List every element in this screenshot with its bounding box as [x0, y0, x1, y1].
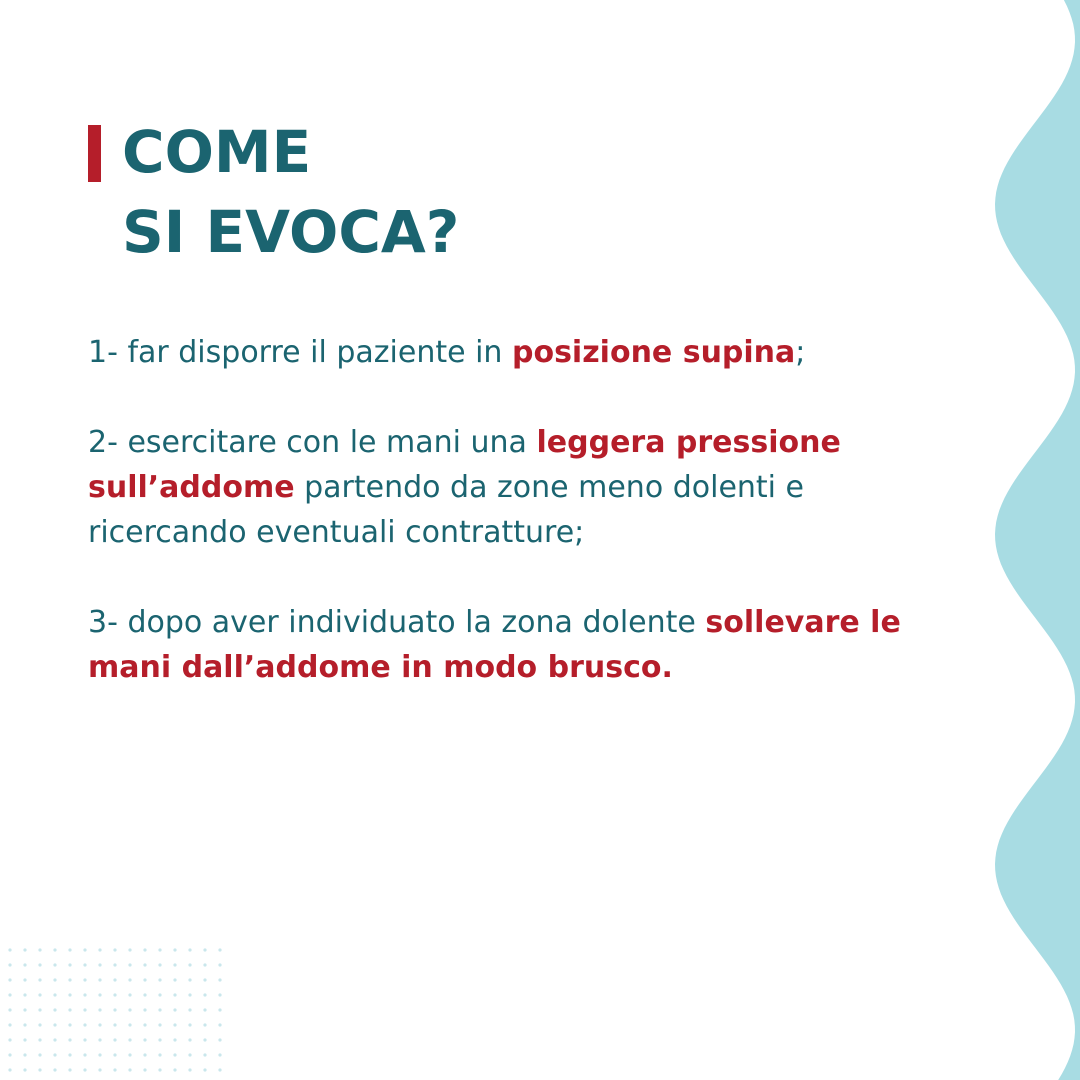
step-2 [88, 420, 948, 555]
decorative-dot [53, 1053, 56, 1056]
decorative-dot [203, 1053, 206, 1056]
decorative-dot [38, 1053, 41, 1056]
decorative-dot [143, 1008, 146, 1011]
step-1-highlight: posizione supina [511, 335, 796, 370]
decorative-dot [218, 1068, 221, 1071]
decorative-dot [128, 1068, 131, 1071]
decorative-dot [98, 1038, 101, 1041]
title-accent-bar [88, 125, 101, 182]
decorative-dot [8, 1008, 11, 1011]
decorative-dot [53, 1038, 56, 1041]
decorative-dot [143, 948, 146, 951]
decorative-dot [203, 1008, 206, 1011]
decorative-dot [23, 948, 26, 951]
decorative-dot [128, 963, 131, 966]
decorative-dot [143, 1068, 146, 1071]
decorative-dot [98, 993, 101, 996]
decorative-dot [113, 993, 116, 996]
decorative-dot [188, 993, 191, 996]
decorative-dot [68, 963, 71, 966]
decorative-dot [98, 963, 101, 966]
decorative-dot [128, 948, 131, 951]
decorative-dot [143, 1038, 146, 1041]
decorative-dot [173, 1038, 176, 1041]
decorative-dot [83, 1068, 86, 1071]
decorative-dot [53, 963, 56, 966]
decorative-dot [113, 1008, 116, 1011]
decorative-dot [188, 1008, 191, 1011]
decorative-dot [23, 1023, 26, 1026]
decorative-dot [23, 1053, 26, 1056]
decorative-dot [188, 948, 191, 951]
decorative-dot [218, 1053, 221, 1056]
decorative-dot [68, 993, 71, 996]
decorative-dot [38, 993, 41, 996]
decorative-dot [83, 978, 86, 981]
decorative-dot [98, 1008, 101, 1011]
step-1-suffix: ; [795, 335, 806, 370]
decorative-dot [188, 1023, 191, 1026]
decorative-dot [8, 1038, 11, 1041]
decorative-dot [8, 948, 11, 951]
decorative-dot [158, 1053, 161, 1056]
decorative-dot [173, 978, 176, 981]
decorative-dot [83, 1038, 86, 1041]
decorative-dot [143, 978, 146, 981]
step-2-suffix: partendo da zone meno dolenti e ricercando eventuali contratture; [88, 470, 805, 550]
step-3-text: 3- dopo aver individuato la zona dolente [88, 605, 706, 640]
decorative-dot [158, 1023, 161, 1026]
decorative-dot [38, 1038, 41, 1041]
dot-grid-decoration [0, 940, 230, 1080]
decorative-dot [68, 948, 71, 951]
decorative-dot [68, 978, 71, 981]
decorative-dot [128, 1008, 131, 1011]
decorative-dot [203, 1068, 206, 1071]
decorative-dot [203, 948, 206, 951]
wave-decoration [990, 0, 1080, 1080]
decorative-dot [218, 978, 221, 981]
decorative-dot [203, 1038, 206, 1041]
decorative-dot [38, 948, 41, 951]
decorative-dot [8, 993, 11, 996]
decorative-dot [173, 1023, 176, 1026]
decorative-dot [188, 1038, 191, 1041]
decorative-dot [53, 948, 56, 951]
decorative-dot [53, 1068, 56, 1071]
decorative-dot [38, 978, 41, 981]
step-1-text: 1- far disporre il paziente in [88, 335, 512, 370]
decorative-dot [98, 1068, 101, 1071]
decorative-dot [8, 1068, 11, 1071]
decorative-dot [23, 963, 26, 966]
decorative-dot [98, 1053, 101, 1056]
decorative-dot [143, 1023, 146, 1026]
title-line-1: COME [122, 118, 312, 186]
decorative-dot [38, 1023, 41, 1026]
decorative-dot [113, 1038, 116, 1041]
decorative-dot [23, 1008, 26, 1011]
decorative-dot [218, 1038, 221, 1041]
step-3-highlight: sollevare le mani dall’addome in modo brusco. [88, 605, 901, 685]
decorative-dot [173, 948, 176, 951]
decorative-dot [188, 978, 191, 981]
decorative-dot [8, 1053, 11, 1056]
decorative-dot [113, 978, 116, 981]
decorative-dot [68, 1023, 71, 1026]
decorative-dot [53, 978, 56, 981]
decorative-dot [83, 948, 86, 951]
decorative-dot [23, 993, 26, 996]
decorative-dot [53, 1023, 56, 1026]
decorative-dot [113, 1023, 116, 1026]
decorative-dot [218, 963, 221, 966]
decorative-dot [173, 1068, 176, 1071]
decorative-dot [98, 978, 101, 981]
decorative-dot [218, 993, 221, 996]
decorative-dot [68, 1038, 71, 1041]
decorative-dot [203, 993, 206, 996]
decorative-dot [158, 978, 161, 981]
steps-list [88, 330, 948, 735]
decorative-dot [68, 1008, 71, 1011]
decorative-dot [23, 1038, 26, 1041]
decorative-dot [158, 963, 161, 966]
decorative-dot [83, 993, 86, 996]
decorative-dot [113, 1053, 116, 1056]
decorative-dot [38, 1008, 41, 1011]
page-title [122, 112, 459, 272]
decorative-dot [173, 1053, 176, 1056]
step-2-highlight: leggera pressione sull’addome [88, 425, 841, 505]
decorative-dot [188, 1068, 191, 1071]
decorative-dot [38, 1068, 41, 1071]
decorative-dot [188, 1053, 191, 1056]
decorative-dot [128, 993, 131, 996]
decorative-dot [98, 948, 101, 951]
decorative-dot [218, 1023, 221, 1026]
decorative-dot [158, 993, 161, 996]
decorative-dot [53, 993, 56, 996]
decorative-dot [128, 1023, 131, 1026]
decorative-dot [83, 1023, 86, 1026]
decorative-dot [203, 963, 206, 966]
decorative-dot [128, 1038, 131, 1041]
decorative-dot [203, 1023, 206, 1026]
step-1 [88, 330, 948, 375]
step-3 [88, 600, 948, 690]
decorative-dot [98, 1023, 101, 1026]
decorative-dot [143, 1053, 146, 1056]
decorative-dot [158, 1008, 161, 1011]
decorative-dot [8, 978, 11, 981]
decorative-dot [23, 978, 26, 981]
decorative-dot [113, 948, 116, 951]
decorative-dot [23, 1068, 26, 1071]
decorative-dot [143, 963, 146, 966]
decorative-dot [83, 1053, 86, 1056]
decorative-dot [68, 1053, 71, 1056]
decorative-dot [158, 1038, 161, 1041]
decorative-dot [173, 963, 176, 966]
decorative-dot [203, 978, 206, 981]
decorative-dot [128, 1053, 131, 1056]
decorative-dot [83, 963, 86, 966]
decorative-dot [143, 993, 146, 996]
decorative-dot [158, 948, 161, 951]
decorative-dot [8, 963, 11, 966]
decorative-dot [128, 978, 131, 981]
decorative-dot [173, 993, 176, 996]
decorative-dot [83, 1008, 86, 1011]
decorative-dot [8, 1023, 11, 1026]
decorative-dot [53, 1008, 56, 1011]
decorative-dot [68, 1068, 71, 1071]
step-2-text: 2- esercitare con le mani una [88, 425, 537, 460]
decorative-dot [218, 1008, 221, 1011]
decorative-dot [218, 948, 221, 951]
decorative-dot [158, 1068, 161, 1071]
decorative-dot [188, 963, 191, 966]
decorative-dot [38, 963, 41, 966]
decorative-dot [173, 1008, 176, 1011]
decorative-dot [113, 1068, 116, 1071]
title-line-2: SI EVOCA? [122, 198, 460, 266]
decorative-dot [113, 963, 116, 966]
